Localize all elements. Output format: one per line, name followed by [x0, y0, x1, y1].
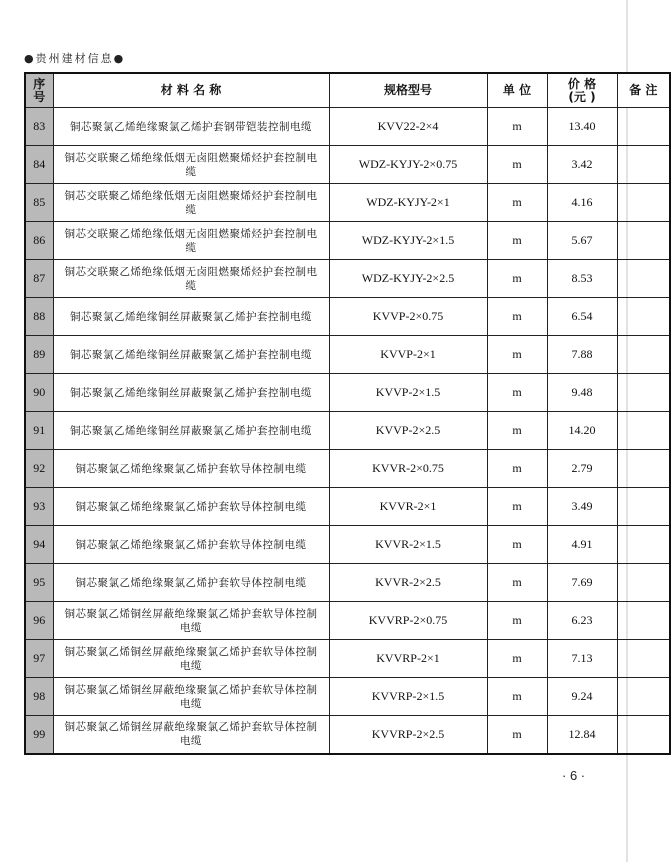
row-seq-cell: 83	[25, 108, 53, 146]
row-price-cell: 9.24	[547, 678, 617, 716]
row-material-name-cell: 铜芯聚氯乙烯绝缘聚氯乙烯护套软导体控制电缆	[53, 564, 329, 602]
row-material-name-cell: 铜芯聚氯乙烯绝缘聚氯乙烯护套软导体控制电缆	[53, 488, 329, 526]
row-unit-cell: m	[487, 146, 547, 184]
row-spec-cell: KVVR-2×1	[329, 488, 487, 526]
row-price-cell: 4.91	[547, 526, 617, 564]
row-seq-cell: 88	[25, 298, 53, 336]
row-unit-cell: m	[487, 678, 547, 716]
row-spec-cell: WDZ-KYJY-2×2.5	[329, 260, 487, 298]
row-seq-cell: 94	[25, 526, 53, 564]
row-note-cell	[617, 298, 670, 336]
row-unit-cell: m	[487, 336, 547, 374]
table-row	[25, 108, 670, 146]
table-row	[25, 336, 670, 374]
table-row	[25, 716, 670, 754]
row-note-cell	[617, 602, 670, 640]
row-spec-cell: WDZ-KYJY-2×1.5	[329, 222, 487, 260]
row-material-name-cell: 铜芯聚氯乙烯铜丝屏蔽绝缘聚氯乙烯护套软导体控制电缆	[53, 678, 329, 716]
row-material-name-cell: 铜芯聚氯乙烯铜丝屏蔽绝缘聚氯乙烯护套软导体控制电缆	[53, 602, 329, 640]
row-note-cell	[617, 678, 670, 716]
row-price-cell: 3.42	[547, 146, 617, 184]
row-note-cell	[617, 374, 670, 412]
column-header-price-line2: (元 )	[568, 89, 596, 104]
row-price-cell: 5.67	[547, 222, 617, 260]
row-unit-cell: m	[487, 222, 547, 260]
row-seq-cell: 96	[25, 602, 53, 640]
table-row	[25, 412, 670, 450]
row-price-cell: 9.48	[547, 374, 617, 412]
table-row	[25, 564, 670, 602]
row-note-cell	[617, 336, 670, 374]
row-spec-cell: KVVP-2×0.75	[329, 298, 487, 336]
row-price-cell: 6.23	[547, 602, 617, 640]
row-seq-cell: 90	[25, 374, 53, 412]
row-price-cell: 12.84	[547, 716, 617, 754]
row-seq-cell: 84	[25, 146, 53, 184]
row-seq-cell: 99	[25, 716, 53, 754]
table-row	[25, 602, 670, 640]
table-row	[25, 488, 670, 526]
row-unit-cell: m	[487, 412, 547, 450]
table-row	[25, 260, 670, 298]
row-material-name-cell: 铜芯交联聚乙烯绝缘低烟无卤阻燃聚烯烃护套控制电缆	[53, 222, 329, 260]
row-note-cell	[617, 640, 670, 678]
row-spec-cell: KVVRP-2×2.5	[329, 716, 487, 754]
row-unit-cell: m	[487, 716, 547, 754]
row-price-cell: 3.49	[547, 488, 617, 526]
row-note-cell	[617, 526, 670, 564]
row-unit-cell: m	[487, 564, 547, 602]
row-seq-cell: 93	[25, 488, 53, 526]
row-material-name-cell: 铜芯交联聚乙烯绝缘低烟无卤阻燃聚烯烃护套控制电缆	[53, 184, 329, 222]
row-spec-cell: KVVR-2×2.5	[329, 564, 487, 602]
column-header-price-line1: 价 格	[567, 76, 597, 91]
row-spec-cell: KVV22-2×4	[329, 108, 487, 146]
row-note-cell	[617, 716, 670, 754]
table-row	[25, 640, 670, 678]
row-spec-cell: WDZ-KYJY-2×0.75	[329, 146, 487, 184]
row-unit-cell: m	[487, 298, 547, 336]
row-unit-cell: m	[487, 450, 547, 488]
page-number: · 6 ·	[562, 768, 586, 783]
table-row	[25, 678, 670, 716]
row-seq-cell: 86	[25, 222, 53, 260]
row-note-cell	[617, 260, 670, 298]
table-body	[25, 108, 670, 754]
table-row	[25, 450, 670, 488]
column-header-seq: 序号	[25, 73, 53, 108]
row-unit-cell: m	[487, 260, 547, 298]
column-header-price	[547, 73, 617, 108]
column-header-unit: 单 位	[487, 73, 547, 108]
row-material-name-cell: 铜芯聚氯乙烯绝缘铜丝屏蔽聚氯乙烯护套控制电缆	[53, 298, 329, 336]
row-material-name-cell: 铜芯聚氯乙烯绝缘铜丝屏蔽聚氯乙烯护套控制电缆	[53, 412, 329, 450]
row-unit-cell: m	[487, 184, 547, 222]
row-note-cell	[617, 450, 670, 488]
row-note-cell	[617, 488, 670, 526]
table-row	[25, 222, 670, 260]
row-seq-cell: 97	[25, 640, 53, 678]
row-note-cell	[617, 222, 670, 260]
row-material-name-cell: 铜芯聚氯乙烯绝缘聚氯乙烯护套钢带铠装控制电缆	[53, 108, 329, 146]
row-material-name-cell: 铜芯交联聚乙烯绝缘低烟无卤阻燃聚烯烃护套控制电缆	[53, 260, 329, 298]
row-price-cell: 6.54	[547, 298, 617, 336]
row-material-name-cell: 铜芯聚氯乙烯铜丝屏蔽绝缘聚氯乙烯护套软导体控制电缆	[53, 640, 329, 678]
row-spec-cell: KVVP-2×1.5	[329, 374, 487, 412]
table-row	[25, 184, 670, 222]
row-material-name-cell: 铜芯聚氯乙烯铜丝屏蔽绝缘聚氯乙烯护套软导体控制电缆	[53, 716, 329, 754]
row-unit-cell: m	[487, 602, 547, 640]
row-seq-cell: 92	[25, 450, 53, 488]
price-table	[24, 72, 671, 755]
row-note-cell	[617, 146, 670, 184]
table-row	[25, 526, 670, 564]
row-price-cell: 7.13	[547, 640, 617, 678]
row-price-cell: 7.88	[547, 336, 617, 374]
row-material-name-cell: 铜芯聚氯乙烯绝缘铜丝屏蔽聚氯乙烯护套控制电缆	[53, 336, 329, 374]
row-seq-cell: 89	[25, 336, 53, 374]
row-material-name-cell: 铜芯聚氯乙烯绝缘铜丝屏蔽聚氯乙烯护套控制电缆	[53, 374, 329, 412]
row-price-cell: 8.53	[547, 260, 617, 298]
row-spec-cell: KVVP-2×2.5	[329, 412, 487, 450]
row-spec-cell: KVVRP-2×1	[329, 640, 487, 678]
row-price-cell: 4.16	[547, 184, 617, 222]
column-header-name: 材 料 名 称	[53, 73, 329, 108]
row-material-name-cell: 铜芯交联聚乙烯绝缘低烟无卤阻燃聚烯烃护套控制电缆	[53, 146, 329, 184]
row-spec-cell: KVVRP-2×1.5	[329, 678, 487, 716]
publication-header: ●贵州建材信息●	[24, 52, 126, 65]
table-row	[25, 146, 670, 184]
row-price-cell: 14.20	[547, 412, 617, 450]
row-unit-cell: m	[487, 526, 547, 564]
row-unit-cell: m	[487, 108, 547, 146]
row-material-name-cell: 铜芯聚氯乙烯绝缘聚氯乙烯护套软导体控制电缆	[53, 526, 329, 564]
row-spec-cell: KVVRP-2×0.75	[329, 602, 487, 640]
table-header-row	[25, 73, 670, 108]
row-material-name-cell: 铜芯聚氯乙烯绝缘聚氯乙烯护套软导体控制电缆	[53, 450, 329, 488]
row-price-cell: 13.40	[547, 108, 617, 146]
row-unit-cell: m	[487, 488, 547, 526]
row-unit-cell: m	[487, 374, 547, 412]
column-header-note: 备 注	[617, 73, 670, 108]
row-spec-cell: KVVP-2×1	[329, 336, 487, 374]
column-header-spec: 规格型号	[329, 73, 487, 108]
table-row	[25, 298, 670, 336]
row-note-cell	[617, 412, 670, 450]
row-seq-cell: 87	[25, 260, 53, 298]
row-price-cell: 2.79	[547, 450, 617, 488]
row-spec-cell: KVVR-2×1.5	[329, 526, 487, 564]
row-seq-cell: 95	[25, 564, 53, 602]
row-spec-cell: WDZ-KYJY-2×1	[329, 184, 487, 222]
row-seq-cell: 85	[25, 184, 53, 222]
row-price-cell: 7.69	[547, 564, 617, 602]
row-spec-cell: KVVR-2×0.75	[329, 450, 487, 488]
row-note-cell	[617, 184, 670, 222]
table-row	[25, 374, 670, 412]
row-seq-cell: 91	[25, 412, 53, 450]
row-seq-cell: 98	[25, 678, 53, 716]
row-unit-cell: m	[487, 640, 547, 678]
row-note-cell	[617, 108, 670, 146]
row-note-cell	[617, 564, 670, 602]
